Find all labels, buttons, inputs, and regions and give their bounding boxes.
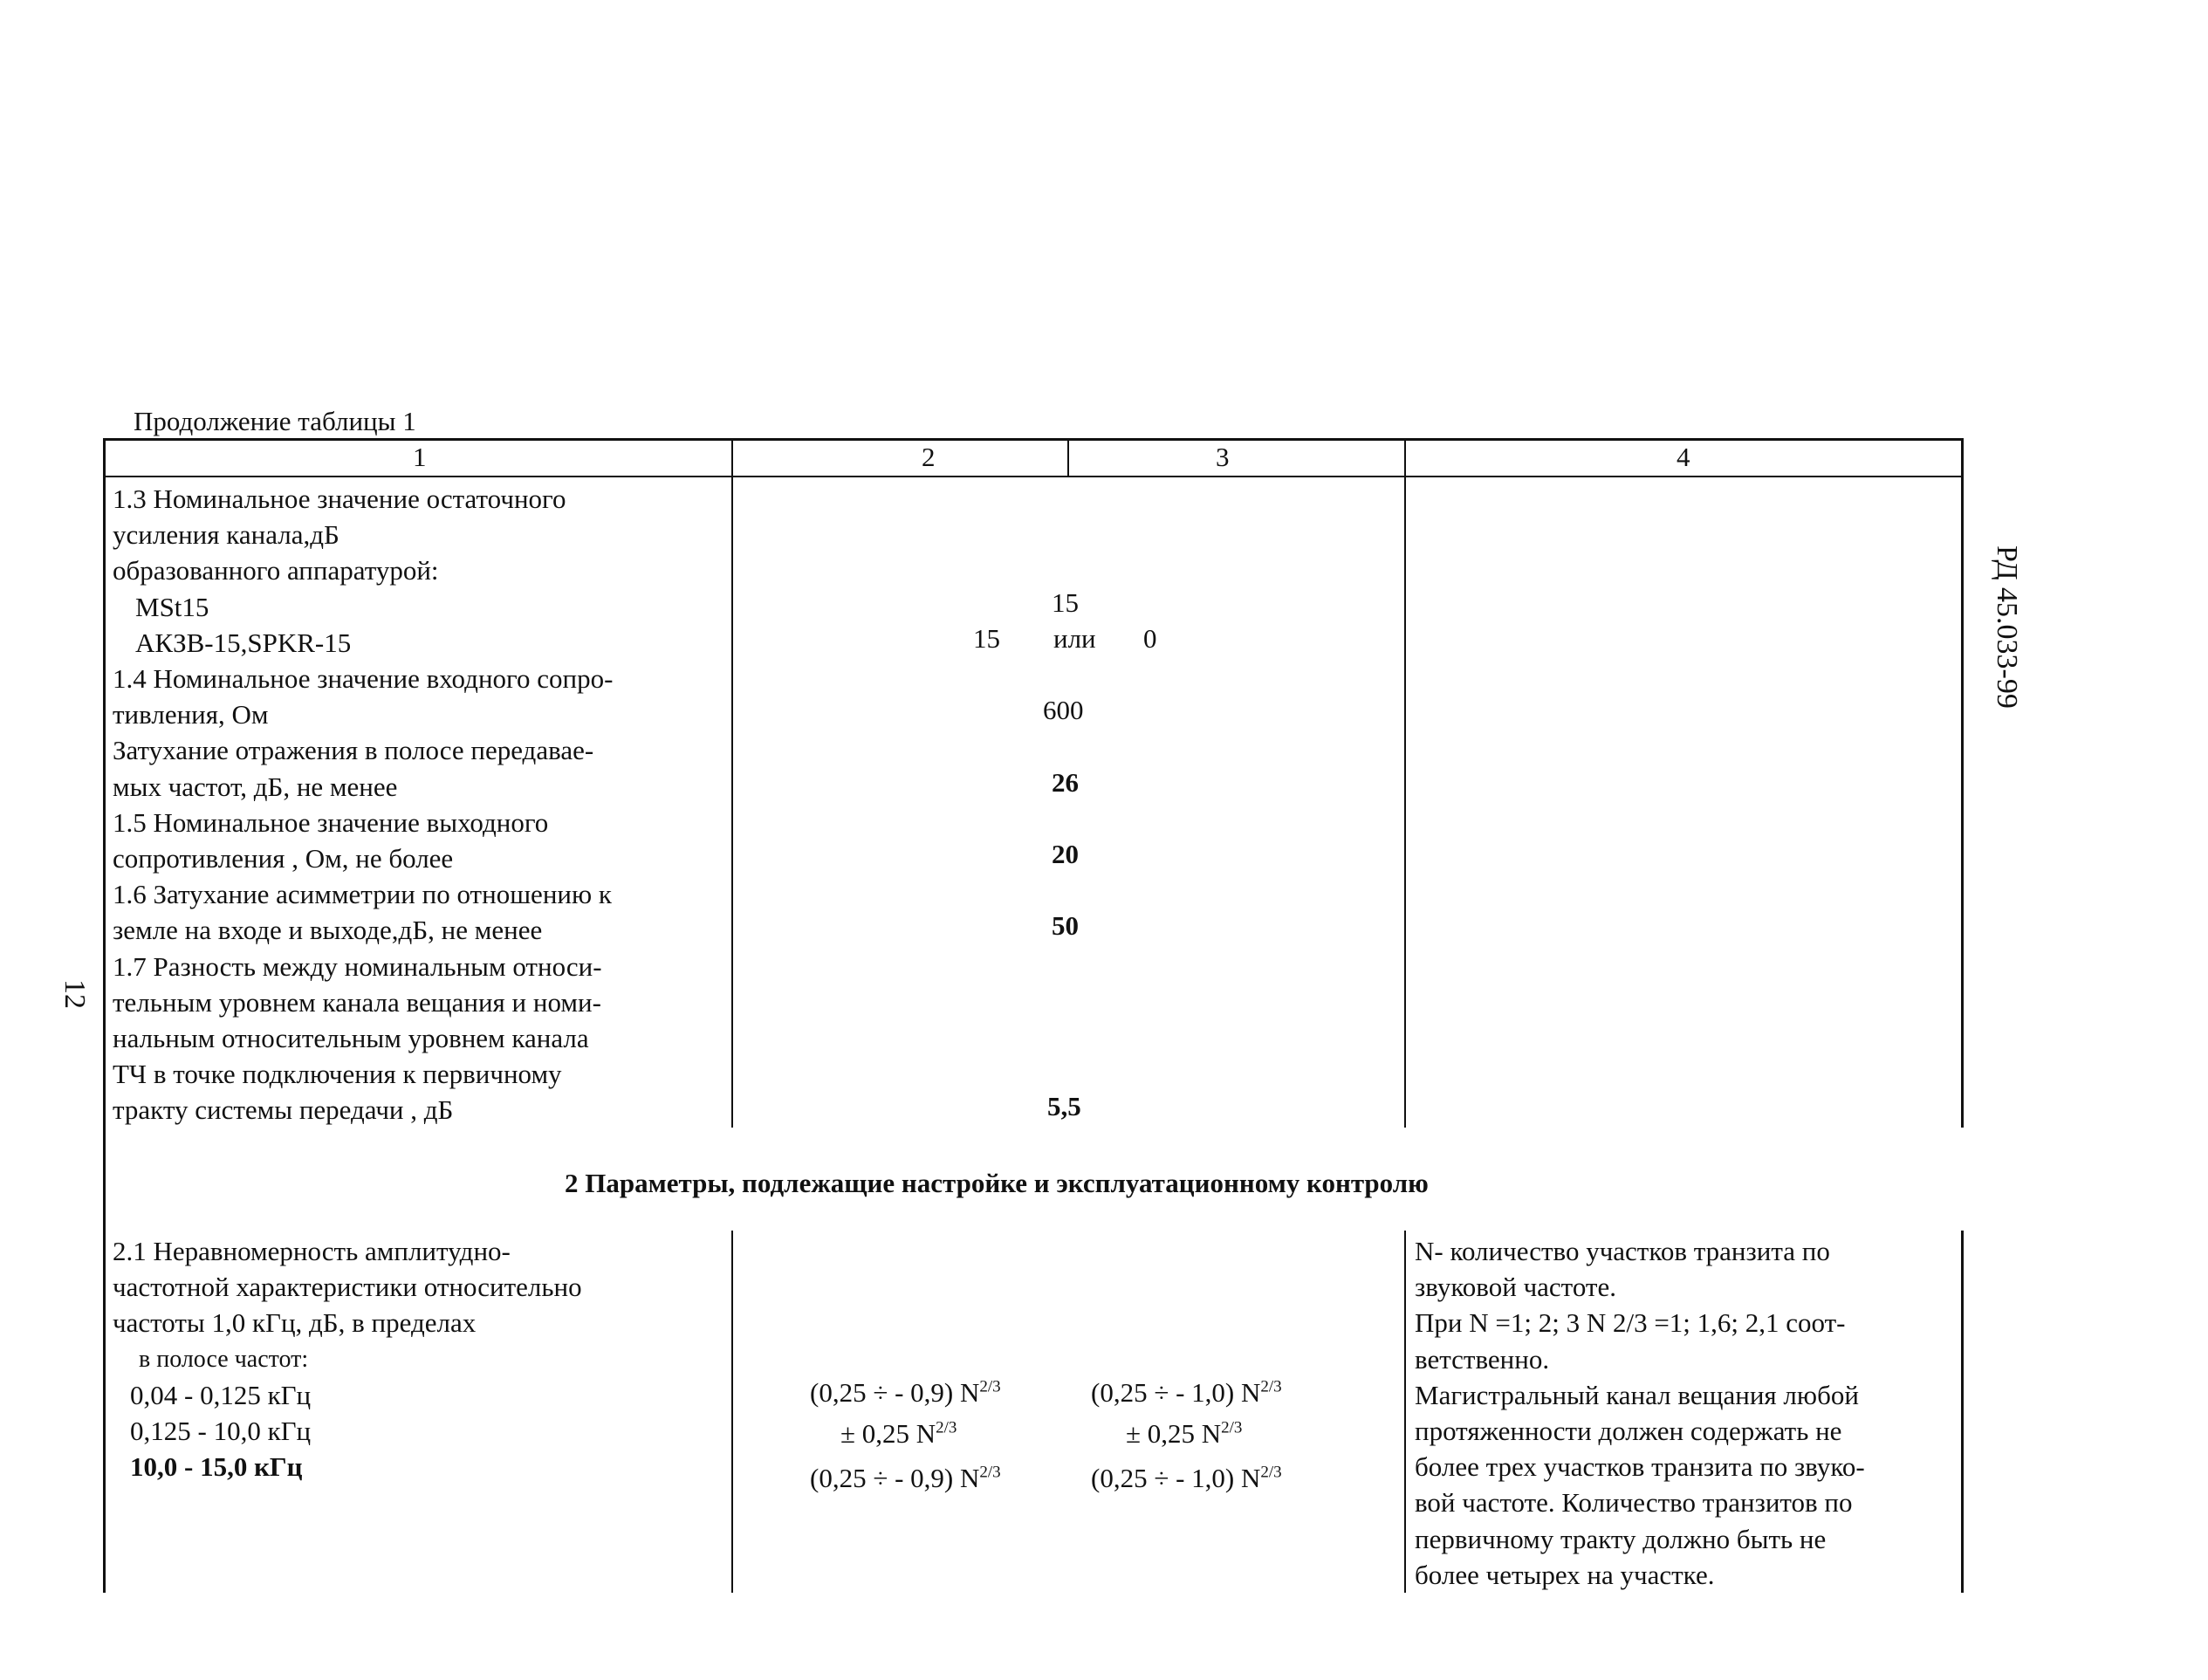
- param-1-6-line-2: земле на входе и выходе,дБ, не менее: [113, 915, 543, 946]
- param-1-7-line-3: нальным относительным уровнем канала: [113, 1023, 589, 1054]
- reflection-loss-line-2: мых частот, дБ, не менее: [113, 771, 398, 802]
- reflection-loss-line-1: Затухание отражения в полосе передавае-: [113, 735, 594, 766]
- band-3: 10,0 - 15,0 кГц: [130, 1451, 303, 1483]
- note-line-3: При N =1; 2; 3 N 2/3 =1; 1,6; 2,1 соот-: [1415, 1307, 1846, 1339]
- param-1-5-line-1: 1.5 Номинальное значение выходного: [113, 806, 549, 838]
- note-line-5: Магистральный канал вещания любой: [1415, 1379, 1859, 1410]
- equipment-akzv: АКЗВ-15,SPKR-15: [135, 627, 352, 658]
- col2-col3-divider: [1067, 438, 1069, 476]
- value-output-impedance: 20: [1052, 839, 1079, 869]
- param-2-1-line-2: частотной характеристики относительно: [113, 1272, 582, 1303]
- param-2-1: [113, 1233, 734, 1485]
- page-number: 12: [58, 979, 91, 1009]
- param-1-7-line-5: тракту системы передачи , дБ: [113, 1094, 454, 1126]
- band-2: 0,125 - 10,0 кГц: [130, 1416, 312, 1447]
- col3-col4-divider: [1404, 438, 1406, 1128]
- note-line-8: вой частоте. Количество транзитов по: [1415, 1487, 1853, 1519]
- column-header-4: 4: [1677, 442, 1690, 472]
- table-continuation-caption: Продолжение таблицы 1: [134, 406, 416, 436]
- note-line-2: звуковой частоте.: [1415, 1272, 1616, 1303]
- param-1-7-line-1: 1.7 Разность между номинальным относи-: [113, 950, 602, 982]
- equipment-mst15: MSt15: [135, 591, 209, 622]
- col2-band-1: (0,25 ÷ - 0,9) $N^{2/3}$: [810, 1377, 1001, 1408]
- param-1-3-line-3: образованного аппаратурой:: [113, 555, 439, 586]
- col3-band-1: (0,25 ÷ - 1,0) $N^{2/3}$: [1091, 1377, 1282, 1408]
- param-1-6-line-1: 1.6 Затухание асимметрии по отношению к: [113, 879, 612, 910]
- value-akzv-2: 0: [1143, 623, 1157, 654]
- table-right-border-s2: [1961, 1231, 1964, 1593]
- col3-col4-divider-s2: [1404, 1231, 1406, 1593]
- value-akzv-or: или: [1053, 623, 1096, 654]
- col2-band-2: ± 0,25 $N^{2/3}$: [840, 1418, 957, 1449]
- value-mst15: 15: [1052, 587, 1079, 618]
- param-1-3-line-2: усиления канала,дБ: [113, 519, 339, 551]
- param-1-3-line-1: 1.3 Номинальное значение остаточного: [113, 483, 566, 514]
- param-1-7-line-4: ТЧ в точке подключения к первичному: [113, 1059, 562, 1090]
- note-line-7: более трех участков транзита по звуко-: [1415, 1451, 1865, 1483]
- value-reflection-loss: 26: [1052, 767, 1079, 798]
- param-1-4-line-1: 1.4 Номинальное значение входного сопро-: [113, 663, 614, 695]
- note-line-10: более четырех на участке.: [1415, 1559, 1715, 1590]
- value-asymmetry-loss: 50: [1052, 910, 1079, 941]
- col1-left-border: [103, 438, 106, 1593]
- param-1-4-line-2: тивления, Ом: [113, 699, 269, 730]
- param-1-7-line-2: тельным уровнем канала вещания и номи-: [113, 986, 601, 1018]
- column-header-2: 2: [922, 442, 936, 472]
- table-top-border: [104, 438, 1964, 441]
- column-header-1: 1: [413, 442, 427, 472]
- section-2-title: 2 Параметры, подлежащие настройке и эксплуатационному контролю: [565, 1168, 1429, 1198]
- col2-band-3: (0,25 ÷ - 0,9) $N^{2/3}$: [810, 1463, 1001, 1493]
- value-input-impedance: 600: [1043, 695, 1084, 725]
- col3-band-3: (0,25 ÷ - 1,0) $N^{2/3}$: [1091, 1463, 1282, 1493]
- param-1-3: [113, 481, 734, 1128]
- table-right-border: [1961, 438, 1964, 1128]
- transit-note: [1415, 1233, 1954, 1593]
- param-2-1-line-4: в полосе частот:: [139, 1345, 309, 1373]
- header-bottom-border: [104, 476, 1964, 477]
- column-header-3: 3: [1216, 442, 1230, 472]
- note-line-1: N- количество участков транзита по: [1415, 1236, 1830, 1266]
- note-line-9: первичному тракту должно быть не: [1415, 1523, 1827, 1554]
- value-level-difference: 5,5: [1047, 1091, 1081, 1121]
- note-line-6: протяженности должен содержать не: [1415, 1416, 1842, 1447]
- band-1: 0,04 - 0,125 кГц: [130, 1379, 312, 1410]
- param-2-1-line-3: частоты 1,0 кГц, дБ, в пределах: [113, 1307, 477, 1339]
- note-line-4: ветственно.: [1415, 1343, 1550, 1375]
- col3-band-2: ± 0,25 $N^{2/3}$: [1126, 1418, 1243, 1449]
- param-2-1-line-1: 2.1 Неравномерность амплитудно-: [113, 1236, 511, 1266]
- param-1-5-line-2: сопротивления , Ом, не более: [113, 843, 454, 874]
- document-code: РД 45.033-99: [1991, 545, 2023, 709]
- value-akzv-1: 15: [973, 623, 1000, 654]
